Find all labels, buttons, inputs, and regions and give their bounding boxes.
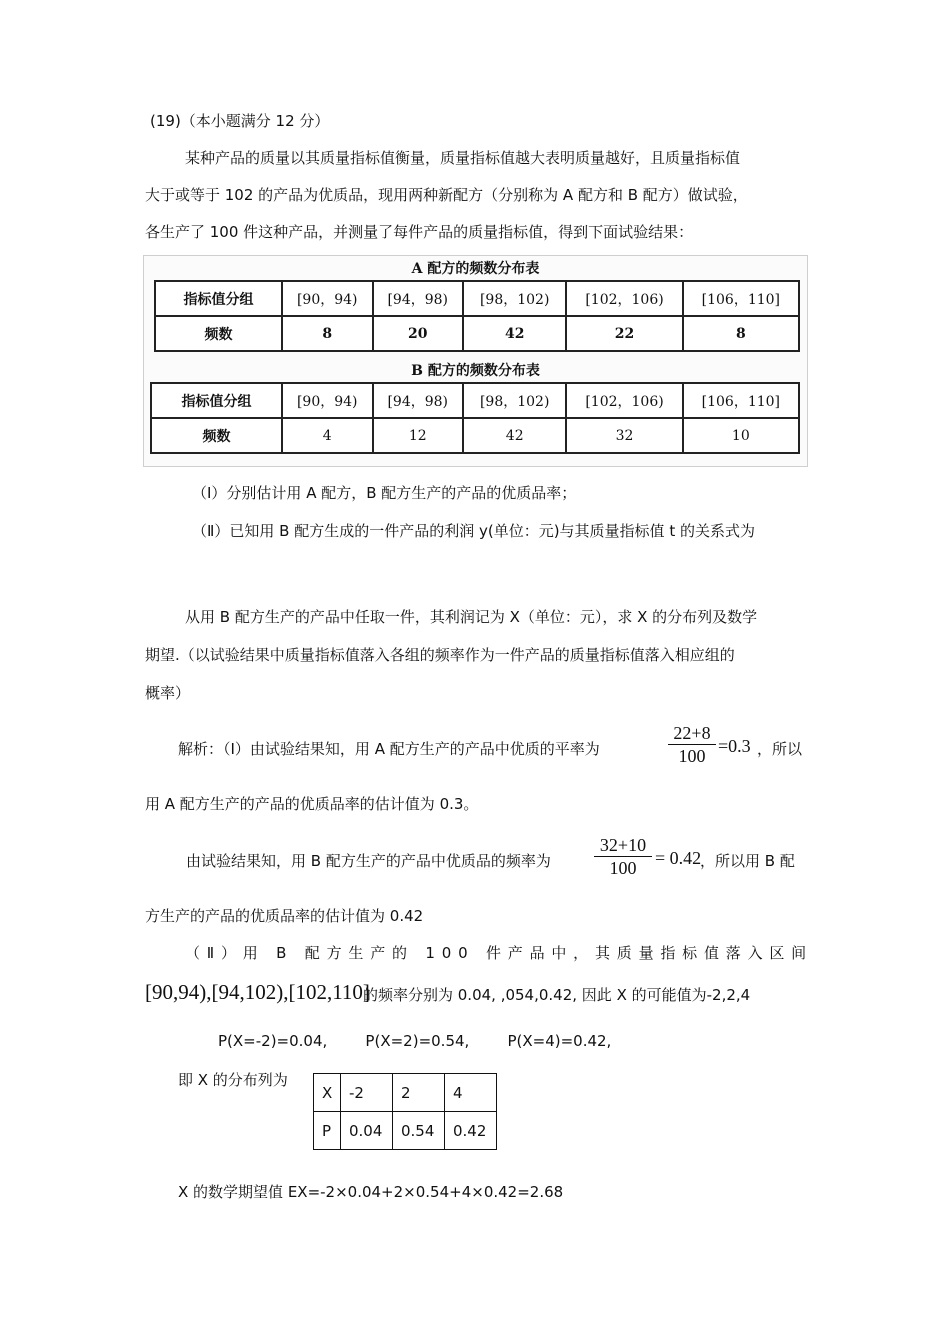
dist-x-label: X — [314, 1074, 341, 1112]
table-b-count: 4 — [282, 418, 373, 453]
table-b-freq-header: 频数 — [151, 418, 282, 453]
table-b-count: 10 — [683, 418, 799, 453]
dist-p-value: 0.04 — [341, 1112, 393, 1150]
solution-2-suffix: ，所以用 B 配 — [700, 852, 795, 870]
problem-number: (19)（本小题满分 12 分） — [150, 112, 330, 130]
table-b-row-header: 指标值分组 — [151, 383, 282, 418]
table-a-count: 20 — [373, 316, 464, 351]
table-a-count: 42 — [463, 316, 566, 351]
table-a-group: [98，102) — [463, 281, 566, 316]
solution-1-suffix: ，所以 — [757, 740, 803, 758]
table-b — [150, 382, 800, 454]
table-b-group: [98，102) — [463, 383, 566, 418]
dist-p-value: 0.54 — [393, 1112, 445, 1150]
dist-x-value: -2 — [341, 1074, 393, 1112]
table-b-group: [94，98) — [373, 383, 464, 418]
solution-1-line-2: 用 A 配方生产的产品的优质品率的估计值为 0.3。 — [145, 795, 479, 813]
fraction-numerator: 22+8 — [673, 723, 711, 743]
table-a-count: 8 — [282, 316, 373, 351]
table-b-group: [102，106) — [566, 383, 682, 418]
part-2-line-1: （Ⅱ）用 B 配方生产的 100 件产品中，其质量指标值落入区间 — [185, 944, 813, 962]
solution-2-fraction — [594, 834, 652, 879]
table-a — [154, 280, 800, 352]
question-2-cont-3: 概率） — [145, 684, 191, 702]
table-a-count: 22 — [566, 316, 682, 351]
table-b-count: 32 — [566, 418, 682, 453]
distribution-label: 即 X 的分布列为 — [178, 1071, 288, 1089]
table-a-group: [94，98) — [373, 281, 464, 316]
solution-2-result: = 0.42 — [655, 848, 702, 868]
question-1: （Ⅰ）分别估计用 A 配方，B 配方生产的产品的优质品率； — [192, 484, 577, 502]
question-2-cont-2: 期望.（以试验结果中质量指标值落入各组的频率作为一件产品的质量指标值落入相应组的 — [145, 646, 735, 664]
table-a-group: [90，94) — [282, 281, 373, 316]
table-b-count: 42 — [463, 418, 566, 453]
part-2-line-2: 的频率分别为 0.04, ,054,0.42, 因此 X 的可能值为-2,2,4 — [363, 986, 751, 1004]
fraction-denominator: 100 — [678, 746, 706, 766]
solution-1-fraction — [668, 722, 716, 767]
table-a-caption: A 配方的频数分布表 — [411, 261, 540, 277]
solution-1-prefix: 解析：（Ⅰ）由试验结果知，用 A 配方生产的产品中优质的平率为 — [178, 740, 600, 758]
frequency-tables-image — [143, 255, 808, 467]
expectation: X 的数学期望值 EX=-2×0.04+2×0.54+4×0.42=2.68 — [178, 1183, 564, 1201]
table-a-count: 8 — [683, 316, 799, 351]
question-2: （Ⅱ）已知用 B 配方生成的一件产品的利润 y(单位：元)与其质量指标值 t 的关系式为 — [192, 522, 755, 540]
table-b-count: 12 — [373, 418, 464, 453]
table-a-group: [106，110] — [683, 281, 799, 316]
solution-2-prefix: 由试验结果知，用 B 配方生产的产品中优质品的频率为 — [186, 852, 551, 870]
table-b-group: [106，110] — [683, 383, 799, 418]
distribution-table — [313, 1073, 497, 1150]
fraction-denominator: 100 — [609, 858, 637, 878]
intro-line-3: 各生产了 100 件这种产品，并测量了每件产品的质量指标值，得到下面试验结果： — [145, 223, 694, 241]
fraction-numerator: 32+10 — [599, 835, 647, 855]
table-b-caption: B 配方的频数分布表 — [411, 363, 540, 379]
dist-p-label: P — [314, 1112, 341, 1150]
table-a-group: [102，106) — [566, 281, 682, 316]
table-a-row-header: 指标值分组 — [155, 281, 282, 316]
question-2-cont-1: 从用 B 配方生产的产品中任取一件，其利润记为 X（单位：元），求 X 的分布列及数学 — [185, 608, 758, 626]
solution-2-line-2: 方生产的产品的优质品率的估计值为 0.42 — [145, 907, 424, 925]
table-b-group: [90，94) — [282, 383, 373, 418]
intro-line-2: 大于或等于 102 的产品为优质品，现用两种新配方（分别称为 A 配方和 B 配方）做试验， — [145, 186, 748, 204]
dist-x-value: 4 — [445, 1074, 497, 1112]
probabilities: P(X=-2)=0.04, P(X=2)=0.54, P(X=4)=0.42, — [218, 1032, 612, 1050]
dist-x-value: 2 — [393, 1074, 445, 1112]
dist-p-value: 0.42 — [445, 1112, 497, 1150]
intro-line-1: 某种产品的质量以其质量指标值衡量，质量指标值越大表明质量越好，且质量指标值 — [185, 149, 741, 167]
solution-1-result: =0.3 — [718, 736, 751, 756]
part-2-intervals: [90,94),[94,102),[102,110] — [145, 980, 370, 1004]
table-a-freq-header: 频数 — [155, 316, 282, 351]
